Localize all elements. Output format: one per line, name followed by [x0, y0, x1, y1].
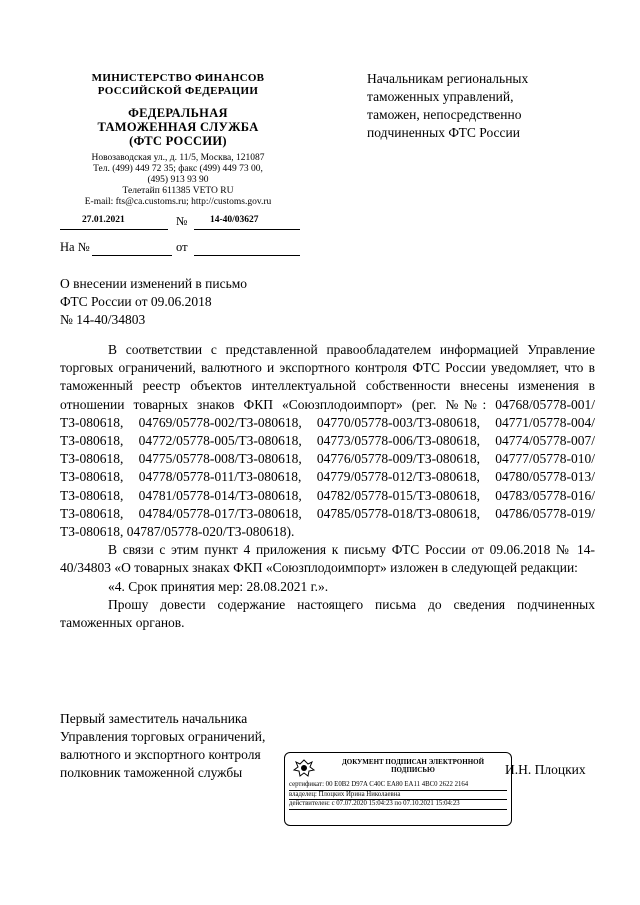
service-line: (ФТС РОССИИ): [129, 134, 227, 148]
subject-line: О внесении изменений в письмо: [60, 276, 248, 291]
reg-no-label: №: [176, 214, 188, 228]
addressee-line: таможенных управлений,: [367, 89, 514, 104]
stamp-cert: сертификат: 00 E0B2 D97A C40C EA80 EA11 4BC0 2622 2164: [289, 781, 507, 791]
address-line: Тел. (499) 449 72 35; факс (499) 449 73 00,: [93, 164, 263, 174]
stamp-valid: действителен: с 07.07.2020 15:04:23 по 07.10.2021 15:04:23: [289, 800, 507, 810]
signatory-name: И.Н. Плоцких: [505, 762, 586, 777]
stamp-details: [289, 781, 507, 810]
ot-label: от: [176, 240, 188, 254]
position-line: валютного и экспортного контроля: [60, 747, 261, 762]
reg-date: 27.01.2021: [82, 215, 125, 225]
emblem-icon: [291, 758, 317, 778]
stamp-title-line: ПОДПИСЬЮ: [391, 766, 435, 774]
subject: [60, 275, 320, 329]
stamp-title-line: ДОКУМЕНТ ПОДПИСАН ЭЛЕКТРОННОЙ: [341, 758, 485, 766]
subject-line: ФТС России от 09.06.2018: [60, 294, 212, 309]
addressee-line: подчиненных ФТС России: [367, 125, 520, 140]
na-label: На №: [60, 240, 90, 254]
body-paragraph: Прошу довести содержание настоящего письма до сведения подчиненных таможенных органов.: [60, 596, 595, 631]
reg-number: 14-40/03627: [210, 215, 259, 225]
position-line: Первый заместитель начальника: [60, 711, 248, 726]
address-line: (495) 913 93 90: [147, 175, 209, 185]
addressee: [367, 70, 577, 142]
service-name: [58, 106, 298, 148]
service-line: ТАМОЖЕННАЯ СЛУЖБА: [97, 120, 259, 134]
ministry-line: МИНИСТЕРСТВО ФИНАНСОВ: [91, 72, 265, 84]
address-line: E-mail: fts@ca.customs.ru; http://customs.gov.ru: [84, 197, 272, 207]
address-line: Телетайп 611385 VETO RU: [122, 186, 234, 196]
reference-line: [60, 240, 300, 256]
position-line: полковник таможенной службы: [60, 765, 243, 780]
body-quote: «4. Срок принятия мер: 28.08.2021 г.».: [108, 578, 329, 594]
body-paragraph: В соответствии с представленной правообладателем информацией Управление торговых ограничений, валютного и экспортного контроля ФТС России уведомляет, что в таможенный реестр объектов интеллектуальной собственности внесены изменения в отношении товарных знаков ФКП «Союзплодоимпорт» (рег. №№: 04768/05778-001/ТЗ-080618, 04769/05778-002/ТЗ-080618, 04770/05778-003/ТЗ-080618, 04771/05778-004/ТЗ-080618, 04772/05778-005/ТЗ-080618, 04773/05778-006/ТЗ-080618, 04774/05778-007/ТЗ-080618, 04775/05778-008/ТЗ-080618, 04776/05778-009/ТЗ-080618, 04777/05778-010/ТЗ-080618, 04778/05778-011/ТЗ-080618, 04779/05778-012/ТЗ-080618, 04780/05778-013/ТЗ-080618, 04781/05778-014/ТЗ-080618, 04782/05778-015/ТЗ-080618, 04783/05778-016/ТЗ-080618, 04784/05778-017/ТЗ-080618, 04785/05778-018/ТЗ-080618, 04786/05778-019/ТЗ-080618, 04787/05778-020/ТЗ-080618).: [60, 342, 595, 540]
ministry-line: РОССИЙСКОЙ ФЕДЕРАЦИИ: [97, 85, 259, 97]
signatory-position: [60, 710, 300, 782]
body-paragraph: В связи с этим пункт 4 приложения к письму ФТС России от 09.06.2018 № 14-40/34803 «О товарных знаках ФКП «Союзплодоимпорт» изложен в следующей редакции:: [60, 542, 595, 576]
stamp-owner: владелец: Плоцких Ирина Николаевна: [289, 791, 507, 801]
subject-line: № 14-40/34803: [60, 312, 146, 327]
service-address: [58, 153, 298, 208]
stamp-title: [323, 758, 503, 774]
service-line: ФЕДЕРАЛЬНАЯ: [128, 106, 228, 120]
address-line: Новозаводская ул., д. 11/5, Москва, 121087: [91, 153, 265, 163]
registration-line: [60, 215, 300, 231]
letter-body: [60, 341, 595, 632]
position-line: Управления торговых ограничений,: [60, 729, 266, 744]
addressee-line: Начальникам региональных: [367, 71, 529, 86]
addressee-line: таможен, непосредственно: [367, 107, 522, 122]
e-signature-stamp: [284, 752, 512, 826]
ministry-name: [58, 72, 298, 98]
